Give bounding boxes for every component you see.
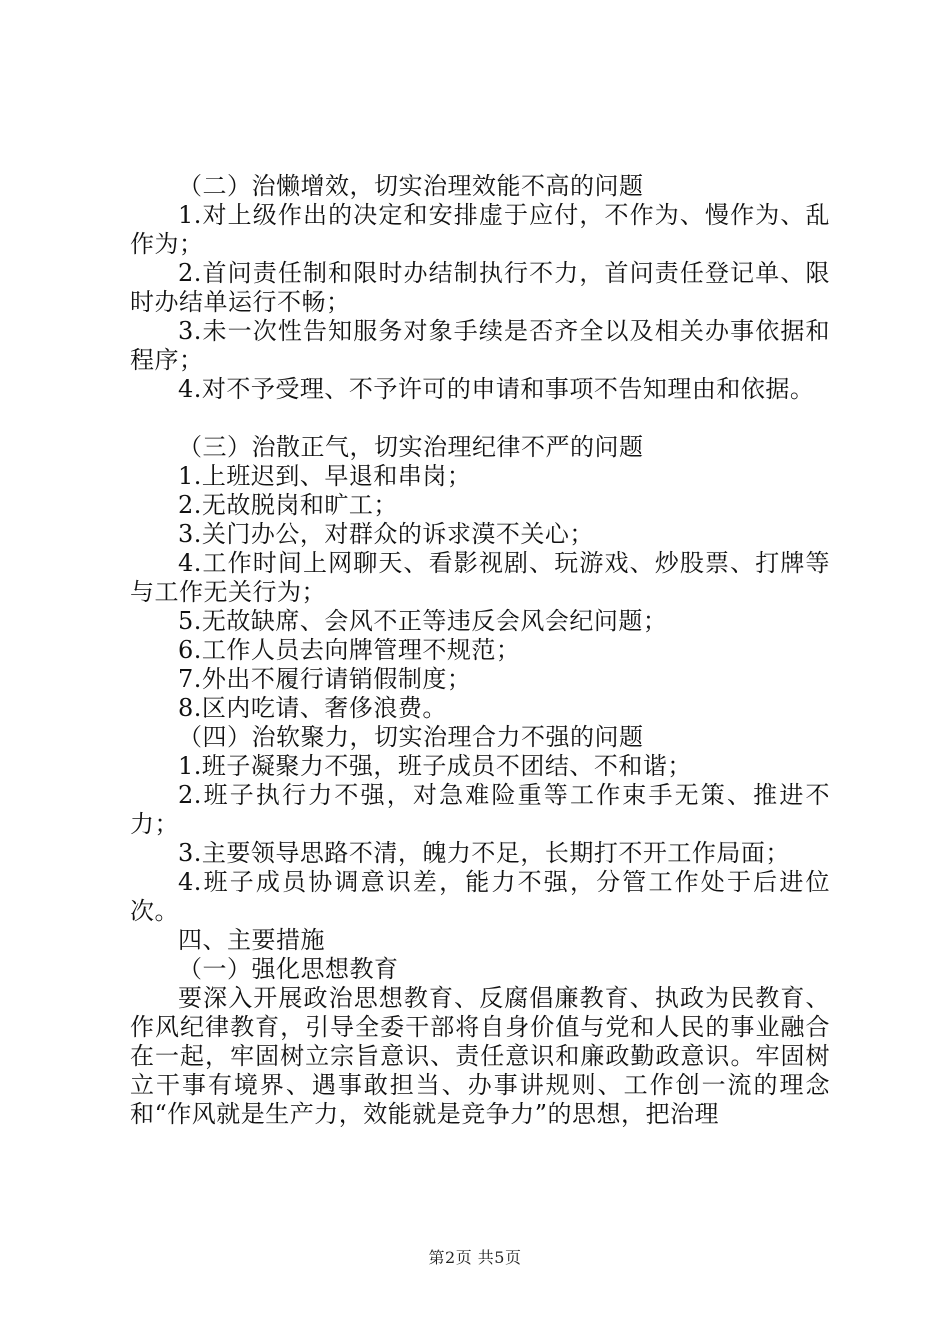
page-number: 第2页 共5页 xyxy=(428,1248,522,1267)
list-item: 4.工作时间上网聊天、看影视剧、玩游戏、炒股票、打牌等与工作无关行为； xyxy=(130,549,830,606)
list-item: 7.外出不履行请销假制度； xyxy=(178,665,472,693)
list-item: 8.区内吃请、奢侈浪费。 xyxy=(178,694,447,722)
list-item: 5.无故缺席、会风不正等违反会风会纪问题； xyxy=(178,607,668,635)
list-item: 2.无故脱岗和旷工； xyxy=(178,491,398,519)
list-item: 6.工作人员去向牌管理不规范； xyxy=(178,636,521,664)
list-item: 2.班子执行力不强，对急难险重等工作束手无策、推进不力； xyxy=(130,781,830,838)
list-item: 2.首问责任制和限时办结制执行不力，首问责任登记单、限时办结单运行不畅； xyxy=(130,259,830,316)
list-item: 4.对不予受理、不予许可的申请和事项不告知理由和依据。 xyxy=(178,375,815,403)
list-item: 3.未一次性告知服务对象手续是否齐全以及相关办事依据和程序； xyxy=(130,317,830,374)
section-heading-2: （二）治懒增效，切实治理效能不高的问题 xyxy=(178,172,644,200)
list-item: 3.关门办公，对群众的诉求漠不关心； xyxy=(178,520,594,548)
list-item: 1.上班迟到、早退和串岗； xyxy=(178,462,472,490)
list-item: 4.班子成员协调意识差，能力不强，分管工作处于后进位次。 xyxy=(130,868,830,925)
list-item: 3.主要领导思路不清，魄力不足，长期打不开工作局面； xyxy=(178,839,790,867)
section-heading-4: （四）治软聚力，切实治理合力不强的问题 xyxy=(178,723,644,751)
list-item: 1.对上级作出的决定和安排虚于应付，不作为、慢作为、乱作为； xyxy=(130,201,830,258)
measures-title: 四、主要措施 xyxy=(178,926,325,954)
section-heading-3: （三）治散正气，切实治理纪律不严的问题 xyxy=(178,433,644,461)
measures-subheading: （一）强化思想教育 xyxy=(178,955,399,983)
document-body xyxy=(130,172,830,1129)
list-item: 1.班子凝聚力不强，班子成员不团结、不和谐； xyxy=(178,752,692,780)
measures-body: 要深入开展政治思想教育、反腐倡廉教育、执政为民教育、作风纪律教育，引导全委干部将自身价值与党和人民的事业融合在一起，牢固树立宗旨意识、责任意识和廉政勤政意识。牢固树立干事有境界、遇事敢担当、办事讲规则、工作创一流的理念和“作风就是生产力，效能就是竞争力”的思想，把治理 xyxy=(130,984,830,1128)
